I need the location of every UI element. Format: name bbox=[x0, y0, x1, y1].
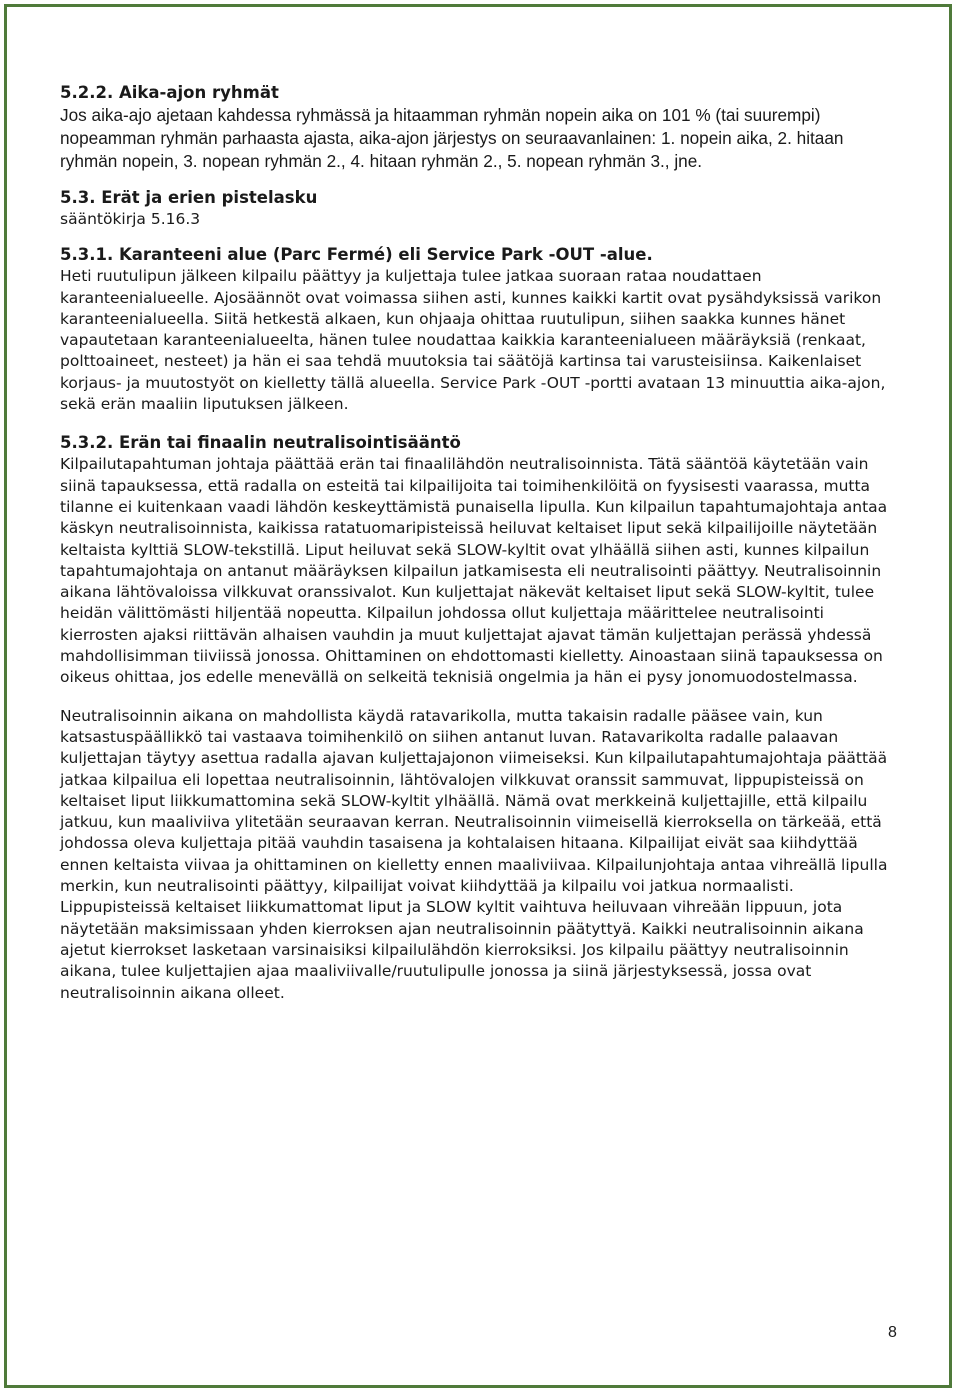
section-5-3-heading: 5.3. Erät ja erien pistelasku bbox=[60, 188, 318, 207]
document-content bbox=[60, 82, 902, 1004]
section-5-3-1-heading: 5.3.1. Karanteeni alue (Parc Fermé) eli Service Park -OUT -alue. bbox=[60, 245, 653, 265]
section-5-3-2-body-2: Neutralisoinnin aikana on mahdollista käydä ratavarikolla, mutta takaisin radalle pääsee vain, kun katsastuspäällikkö tai vastaava toimihenkilö on siihen antanut luvan. Ratavarikolta radalle palaavan kuljettajan täytyy asettua radalla ajavan kuljettajajonon viimeiseksi. Kun kilpailutapahtumajohtaja päättää jatkaa kilpailua eli lopettaa neutralisoinnin, lähtövalojen vilkkuvat oranssit sammuvat, lippupisteissä on keltaiset liput liikkumattomina sekä SLOW-kyltit ylhäällä. Nämä ovat merkkeinä kuljettajille, että kilpailu jatkuu, kun maaliviiva ylitetään seuraavan kerran. Neutralisoinnin viimeisellä kierroksella on tärkeää, että johdossa oleva kuljettaja pitää vauhdin tasaisena ja kohtalaisen hitaana. Kilpailijat eivät saa kiihdyttää ennen keltaista viivaa ja ohittaminen on kielletty ennen maaliviivaa. Kilpailunjohtaja antaa vihreällä lipulla merkin, kun neutralisointi päättyy, kilpailijat voivat kiihdyttää ja kilpailu voi jatkua normaalisti. Lippupisteissä keltaiset liikkumattomat liput ja SLOW kyltit vaihtuva heiluvaan vihreään lippuun, jota näytetään maksimissaan yhden kierroksen ajan neutralisoinnin päätyttyä. Kaikki neutralisoinnin aikana ajetut kierrokset lasketaan varsinaisiksi kilpailulähdön kierroksiksi. Jos kilpailu päättyy neutralisoinnin aikana, tulee kuljettajien ajaa maaliviivalle/ruutulipulle jonossa ja siinä järjestyksessä, jossa ovat neutralisoinnin aikana olleet. bbox=[60, 706, 888, 1002]
section-5-2-2-body: Jos aika-ajo ajetaan kahdessa ryhmässä ja hitaamman ryhmän nopein aika on 101 % (tai suurempi) nopeamman ryhmän parhaasta ajasta, aika-ajon järjestys on seuraavanlainen: 1. nopein aika, 2. hitaan ryhmän nopein, 3. nopean ryhmän 2., 4. hitaan ryhmän 2., 5. nopean ryhmän 3., jne. bbox=[60, 105, 844, 171]
section-5-2-2-heading: 5.2.2. Aika-ajon ryhmät bbox=[60, 83, 279, 102]
section-5-3-subtitle: sääntökirja 5.16.3 bbox=[60, 210, 201, 228]
section-5-3-2-body-1: Kilpailutapahtuman johtaja päättää erän tai finaalilähdön neutralisoinnista. Tätä sääntöä käytetään vain siinä tapauksessa, että radalla on esteitä tai kilpailijoita tai toimihenkilöitä on fyysisesti vaarassa, mutta tilanne ei kuitenkaan vaadi lähdön keskeyttämistä punaisella lipulla. Kun kilpailun tapahtumajohtaja antaa käskyn neutralisoinnista, kaikissa ratatuomaripisteissä heiluvat keltaiset liput sekä kilpailijoille näytetään keltaista kylttiä SLOW-tekstillä. Liput heiluvat sekä SLOW-kyltit ovat ylhäällä siihen asti, kunnes kilpailun tapahtumajohtaja on antanut määräyksen kilpailun jatkamisesta eli neutralisointi päättyy. Neutralisoinnin aikana lähtövaloissa vilkkuvat oranssivalot. Kun kuljettajat näkevät keltaiset liput sekä SLOW-kyltit, tulee heidän välittömästi hiljentää nopeutta. Kilpailun johdossa ollut kuljettaja määrittelee neutralisointi kierrosten ajaksi riittävän alhaisen vauhdin ja muut kuljettajat ajavat tämän kuljettajan perässä yhdessä mahdollisimman tiiviissä jonossa. Ohittaminen on ehdottomasti kielletty. Ainoastaan siinä tapauksessa on oikeus ohittaa, jos edelle menevällä on selkeitä teknisiä ongelmia ja hän ei pysy jonomuodostelmassa. bbox=[60, 455, 888, 687]
section-5-3-1-body: Heti ruutulipun jälkeen kilpailu päättyy ja kuljettaja tulee jatkaa suoraan rataa noudattaen karanteenialueelle. Ajosäännöt ovat voimassa siihen asti, kunnes kaikki kartit ovat pysähdyksissä varikon karanteenialueella. Siitä hetkestä alkaen, kun ohjaaja ohittaa ruutulipun, siihen saakka kunnes hänet vapautetaan karanteenialueelta, hänen tulee noudattaa kaikkia karanteenialueen määräyksiä (renkaat, polttoaineet, nesteet) ja hän ei saa tehdä muutoksia tai säätöjä kartinsa tai varusteisiinsa. Kaikenlaiset korjaus- ja muutostyöt on kielletty tällä alueella. Service Park -OUT -portti avataan 13 minuuttia aika-ajon, sekä erän maaliin liputuksen jälkeen. bbox=[60, 267, 886, 414]
section-5-3-2-heading: 5.3.2. Erän tai finaalin neutralisointisääntö bbox=[60, 433, 461, 453]
page-number: 8 bbox=[888, 1324, 897, 1341]
